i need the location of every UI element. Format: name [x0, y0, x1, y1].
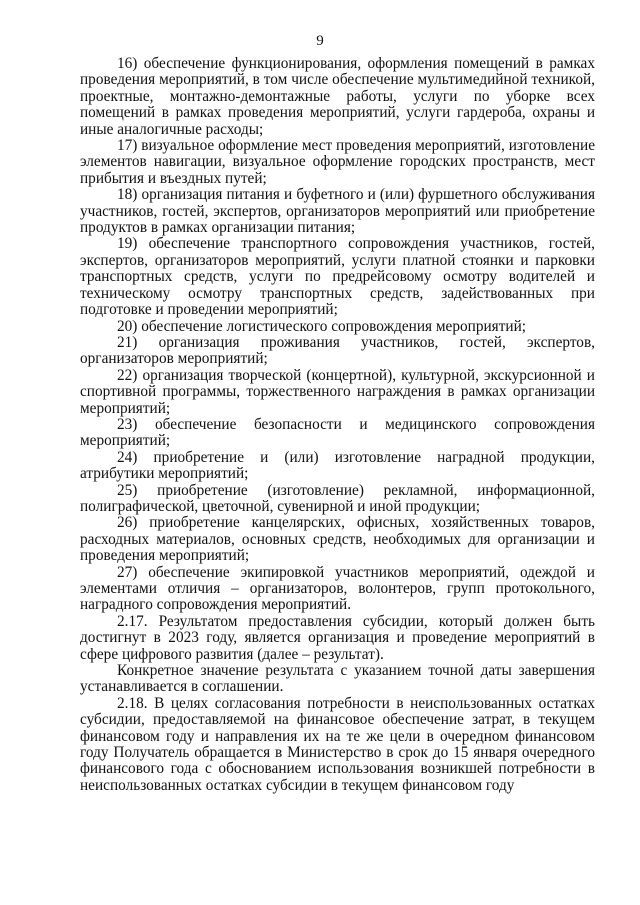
- paragraph-item-24: 24) приобретение и (или) изготовление наградной продукции, атрибутики мероприятий;: [80, 448, 595, 483]
- paragraph-item-25: 25) приобретение (изготовление) рекламной, информационной, полиграфической, цветочной, сувенирной и иной продукции;: [80, 481, 595, 515]
- paragraph-item-23: 23) обеспечение безопасности и медицинского сопровождения мероприятий;: [80, 415, 595, 450]
- paragraph-result-value: Конкретное значение результата с указанием точной даты завершения устанавливается в соглашении.: [80, 662, 595, 696]
- paragraph-item-21: 21) организация проживания участников, гостей, экспертов, организаторов мероприятий;: [80, 333, 595, 368]
- paragraph-item-18: 18) организация питания и буфетного и (или) фуршетного обслуживания участников, гостей, экспертов, организаторов мероприятий или приобретение продуктов в рамках организации питания;: [80, 186, 595, 237]
- paragraph-item-16: 16) обеспечение функционирования, оформления помещений в рамках проведения мероприятий, в том числе обеспечение мультимедийной техникой, проектные, монтажно-демонтажные работы, услуги по уборке всех помещений в рамках проведения мероприятий, услуги гардероба, охраны и иные аналогичные расходы;: [80, 55, 595, 138]
- paragraph-item-22: 22) организация творческой (концертной), культурной, экскурсионной и спортивной программы, торжественного награждения в рамках организации мероприятий;: [80, 366, 595, 417]
- page-number: 9: [316, 33, 324, 49]
- paragraph-item-20: 20) обеспечение логистического сопровождения мероприятий;: [117, 317, 527, 335]
- paragraph-item-19: 19) обеспечение транспортного сопровождения участников, гостей, экспертов, организаторов мероприятий, услуги платной стоянки и парковки транспортных средств, услуги по предрейсовому осмотру водителей и техническому осмотру транспортных средств, задействованных при подготовке и проведении мероприятий;: [80, 235, 595, 319]
- document-body: [80, 56, 595, 794]
- paragraph-2-18: 2.18. В целях согласования потребности в неиспользованных остатках субсидии, предоставляемой на финансовое обеспечение затрат, в текущем финансовом году и направления их на те же цели в очередном финансовом году Получатель обращается в Министерство в срок до 15 января очередного финансового года с обоснованием использования возникшей потребности в неиспользованных остатках субсидии в текущем финансовом году: [80, 694, 595, 794]
- paragraph-item-17: 17) визуальное оформление мест проведения мероприятий, изготовление элементов навигации, визуальное оформление городских пространств, мест прибытия и въездных путей;: [80, 137, 595, 187]
- paragraph-2-17: 2.17. Результатом предоставления субсидии, который должен быть достигнут в 2023 году, является организация и проведение мероприятий в сфере цифрового развития (далее – результат).: [80, 612, 595, 663]
- paragraph-item-27: 27) обеспечение экипировкой участников мероприятий, одеждой и элементами отличия – организаторов, волонтеров, групп протокольного, наградного сопровождения мероприятий.: [80, 563, 595, 614]
- paragraph-item-26: 26) приобретение канцелярских, офисных, хозяйственных товаров, расходных материалов, основных средств, необходимых для организации и проведения мероприятий;: [80, 514, 595, 565]
